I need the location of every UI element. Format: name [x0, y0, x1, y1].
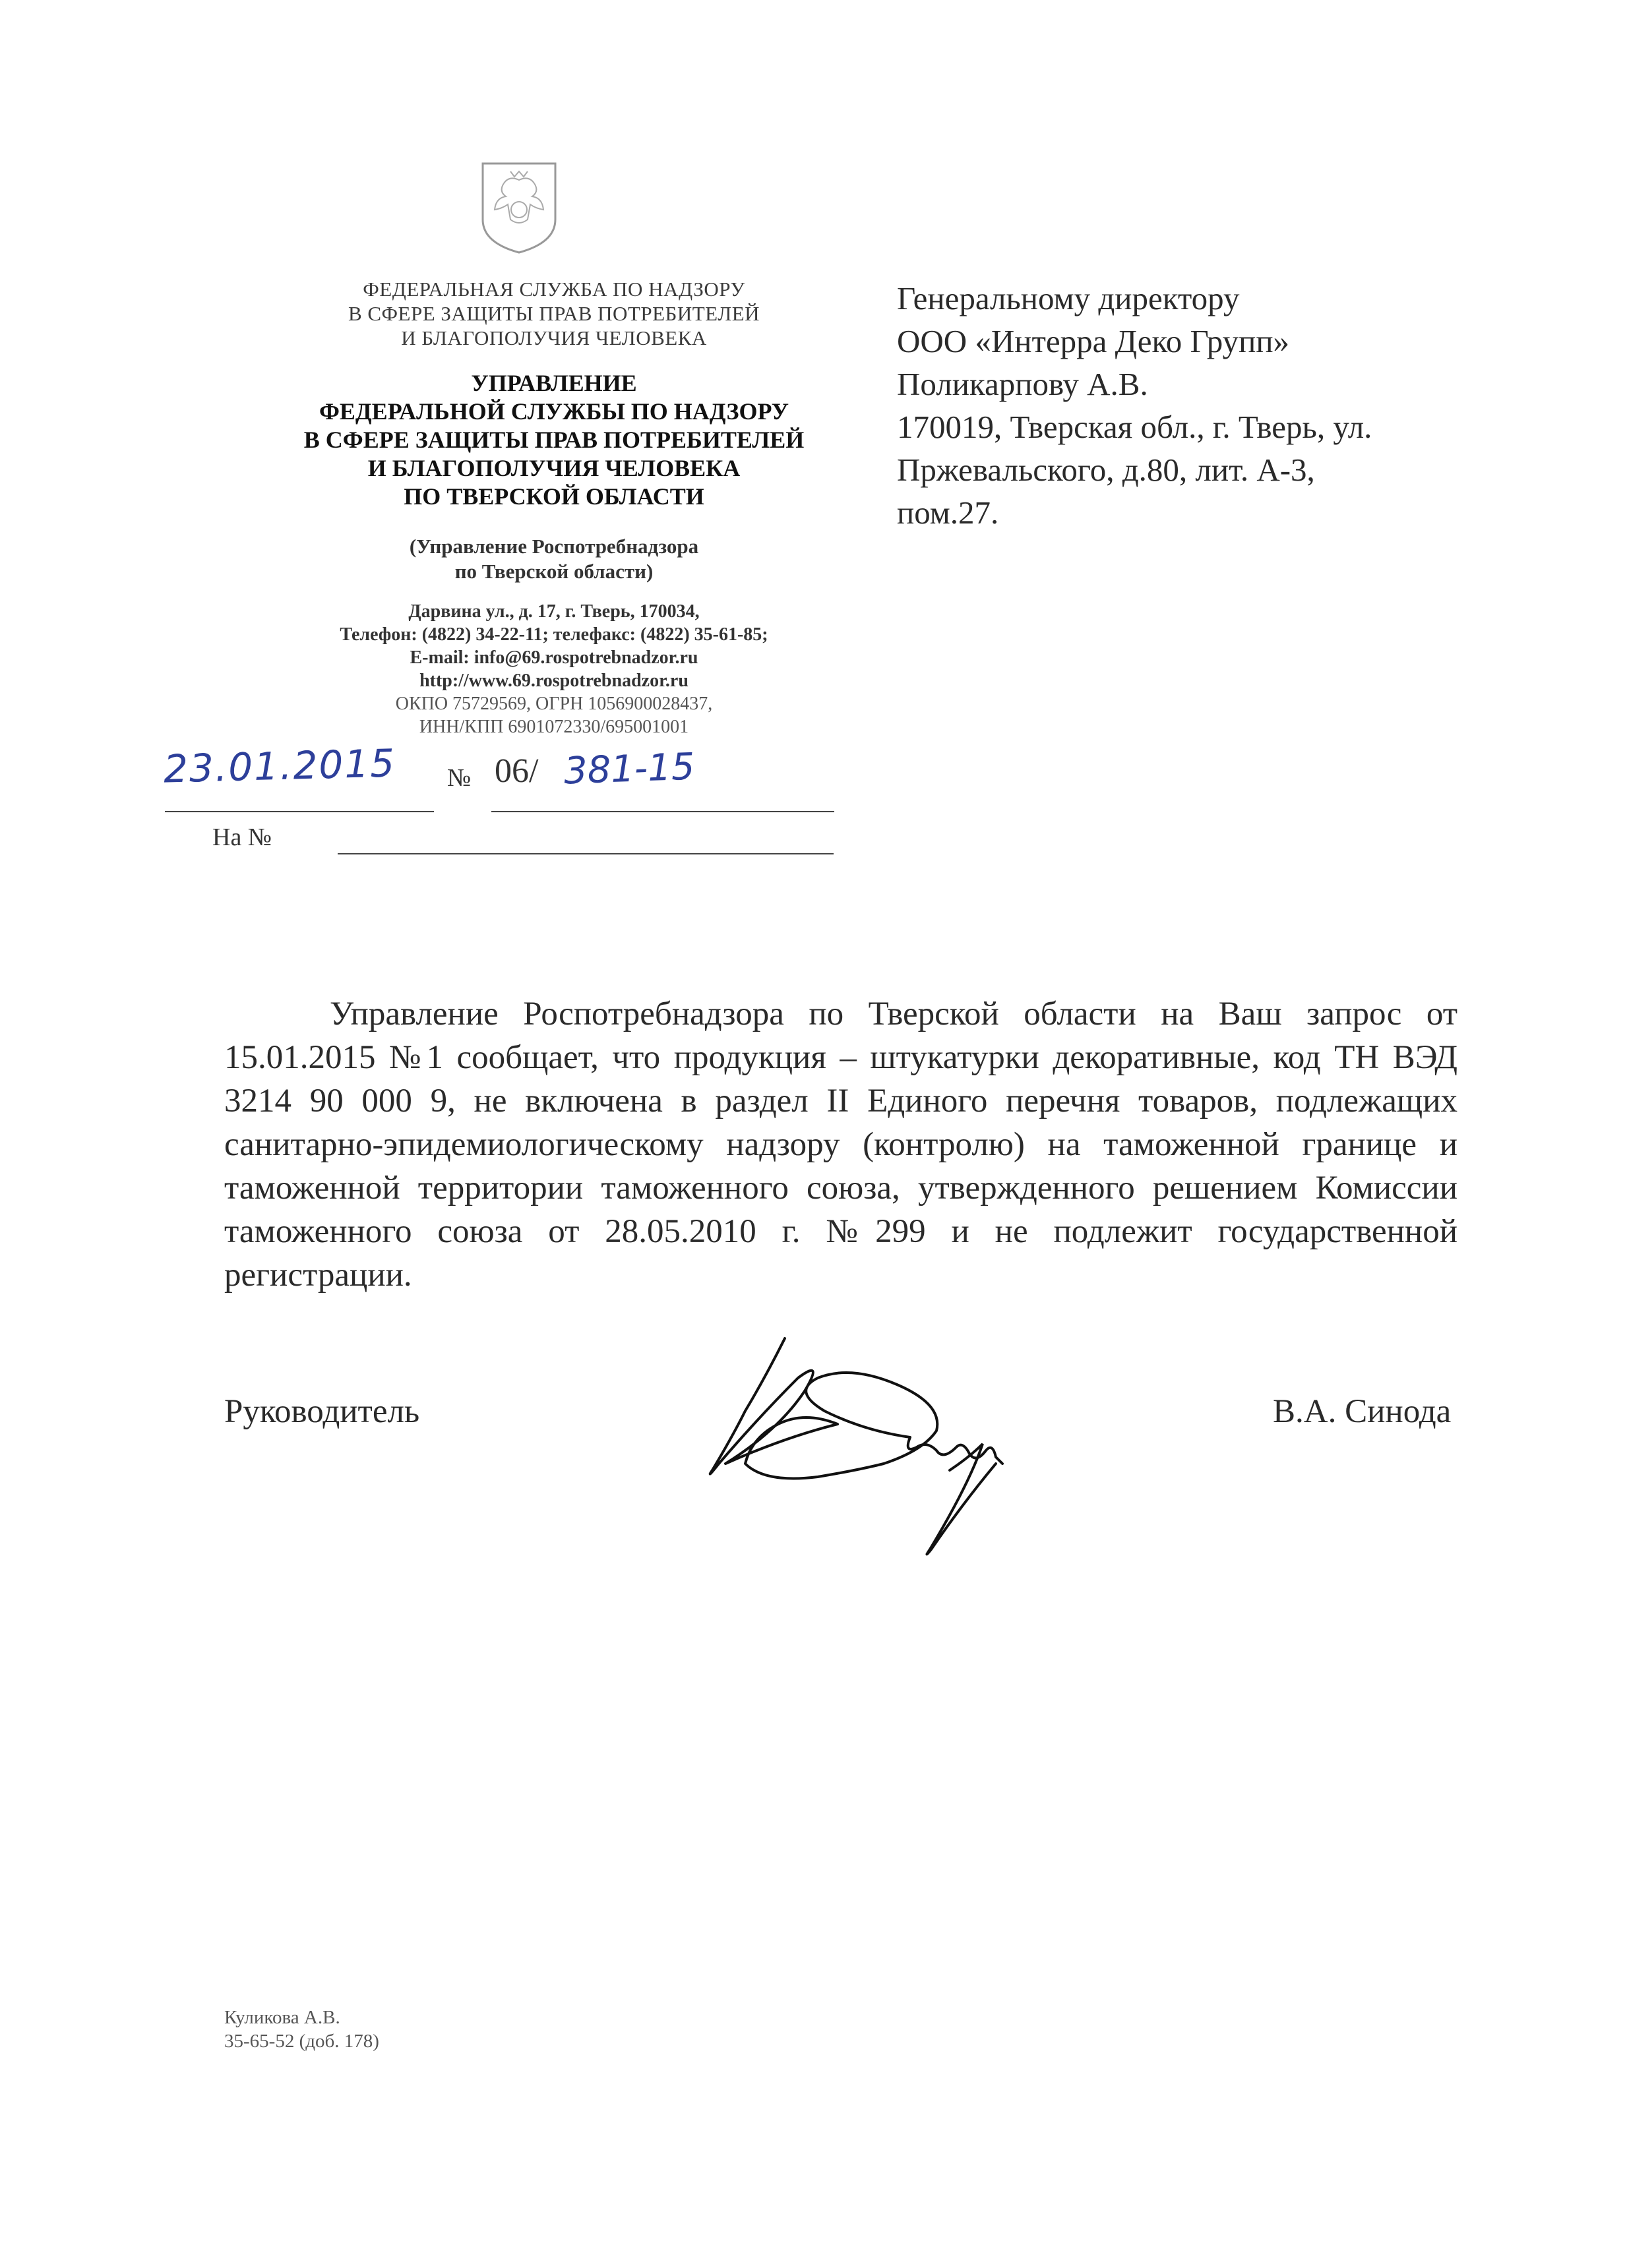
letterhead-codes — [224, 692, 884, 738]
letterhead-address: Дарвина ул., д. 17, г. Тверь, 170034, — [408, 601, 700, 622]
letterhead-short-name — [224, 534, 884, 584]
letterhead-department-line: И БЛАГОПОЛУЧИЯ ЧЕЛОВЕКА — [367, 455, 741, 481]
addressee-line: Генеральному директору — [897, 280, 1240, 316]
handwritten-signature — [686, 1332, 1042, 1569]
addressee-line: ООО «Интерра Деко Групп» — [897, 323, 1290, 359]
letterhead-website: http://www.69.rospotrebnadzor.ru — [419, 671, 689, 691]
handwritten-date: 23.01.2015 — [163, 740, 396, 792]
letter-body-paragraph: Управление Роспотребнадзора по Тверской области на Ваш запрос от 15.01.2015 №1 сообщает, что продукция – штукатурки декоративные, код ТН ВЭД 3214 90 000 9, не включена в раздел II Единого перечня товаров, подлежащих санитарно-эпидемиологическому надзору (контролю) на таможенной границе и таможенной территории таможенного союза, утвержденного решением Комиссии таможенного союза от 28.05.2010 г. №299 и не подлежит государственной регистрации. — [224, 996, 1457, 1294]
date-underline — [165, 811, 434, 812]
addressee-line: Пржевальского, д.80, лит. А-3, — [897, 452, 1315, 488]
addressee-line: 170019, Тверская обл., г. Тверь, ул. — [897, 409, 1372, 445]
number-underline — [491, 811, 834, 812]
letterhead-department-line: В СФЕРЕ ЗАЩИТЫ ПРАВ ПОТРЕБИТЕЛЕЙ — [303, 427, 805, 453]
reply-to-label: На № — [212, 823, 272, 851]
letterhead-agency-line: И БЛАГОПОЛУЧИЯ ЧЕЛОВЕКА — [401, 326, 707, 349]
executor-phone: 35-65-52 (доб. 178) — [224, 2031, 379, 2052]
letterhead-department — [224, 369, 884, 511]
outgoing-number-printed: 06/ — [495, 752, 539, 790]
letterhead-agency-line: ФЕДЕРАЛЬНАЯ СЛУЖБА ПО НАДЗОРУ — [363, 278, 745, 301]
outgoing-number-handwritten: 381-15 — [563, 745, 696, 793]
letterhead-email: E-mail: info@69.rospotrebnadzor.ru — [410, 647, 698, 668]
executor-name: Куликова А.В. — [224, 2007, 340, 2028]
letterhead-code-line: ОКПО 75729569, ОГРН 1056900028437, — [395, 694, 713, 714]
reply-to-underline — [338, 853, 834, 854]
letterhead-contacts — [224, 600, 884, 692]
letterhead-agency-line: В СФЕРЕ ЗАЩИТЫ ПРАВ ПОТРЕБИТЕЛЕЙ — [348, 302, 760, 325]
executor-info — [224, 2006, 379, 2053]
addressee-block — [897, 277, 1570, 534]
letterhead-phone: Телефон: (4822) 34-22-11; телефакс: (4822) 35-61-85; — [340, 624, 768, 645]
signatory-name: В.А. Синода — [1273, 1393, 1452, 1430]
letterhead-short-name-line: (Управление Роспотребнадзора — [409, 535, 699, 558]
addressee-line: Поликарпову А.В. — [897, 366, 1148, 402]
letterhead-department-line: УПРАВЛЕНИЕ — [471, 370, 637, 396]
letterhead-short-name-line: по Тверской области) — [454, 560, 654, 583]
letterhead-department-line: ПО ТВЕРСКОЙ ОБЛАСТИ — [404, 483, 704, 510]
addressee-line: пом.27. — [897, 494, 999, 531]
letterhead-code-line: ИНН/КПП 6901072330/695001001 — [419, 717, 689, 737]
letterhead-agency — [224, 277, 884, 350]
letterhead-department-line: ФЕДЕРАЛЬНОЙ СЛУЖБЫ ПО НАДЗОРУ — [319, 398, 789, 425]
coat-of-arms-emblem — [470, 157, 568, 256]
signatory-position: Руководитель — [224, 1393, 420, 1430]
number-sign: № — [447, 764, 472, 792]
